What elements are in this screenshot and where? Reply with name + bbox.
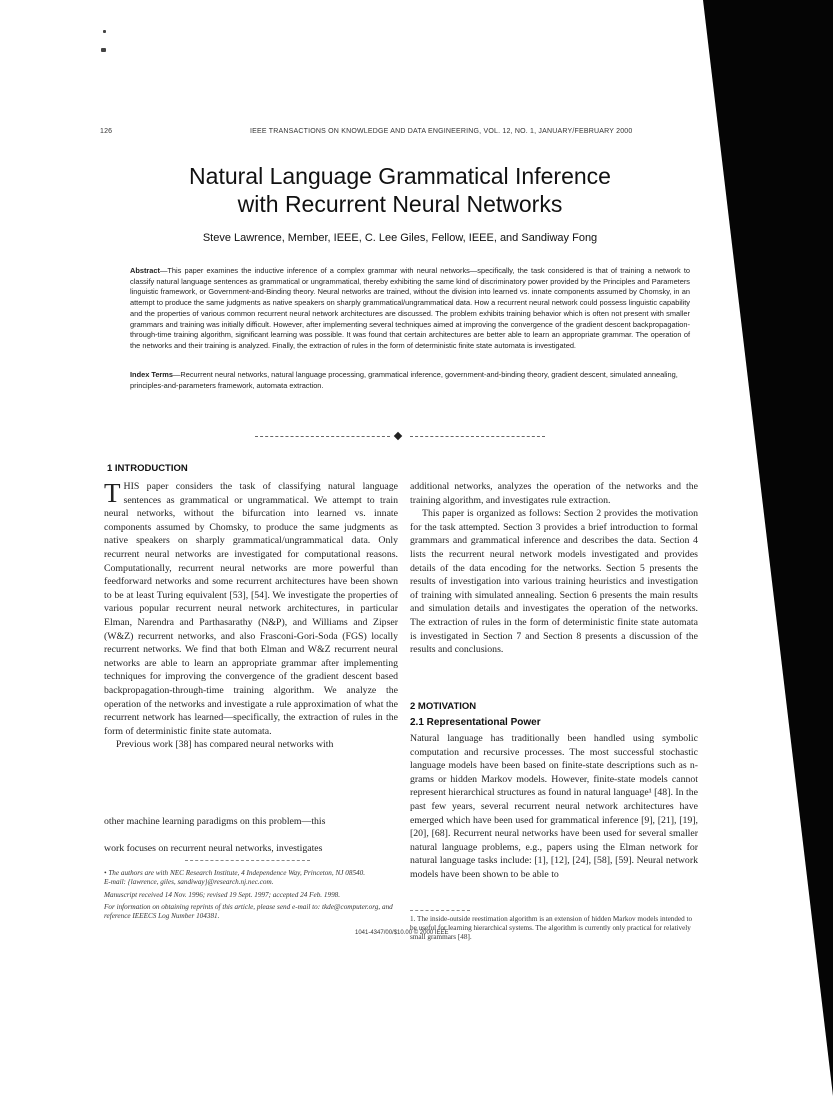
paper-title	[110, 162, 690, 218]
manuscript-dates: Manuscript received 14 Nov. 1996; revised 19 Sept. 1997; accepted 24 Feb. 1998.	[104, 891, 341, 899]
section-2-heading: 2 MOTIVATION	[410, 701, 477, 712]
footnote-separator-right	[410, 910, 470, 911]
index-terms-label: Index Terms	[130, 370, 173, 379]
title-line-1: Natural Language Grammatical Inference	[189, 163, 611, 189]
intro-paragraph-1: HIS paper considers the task of classifying natural language sentences as grammatical or ungrammatical. We attempt to train neural networks, without the bifurcation into learned vs. innate components assumed by Chomsky, to produce the same judgments as native speakers on sharply grammatical/ungrammatical data. Only recurrent neural networks are investigated for computational reasons. Computationally, recurrent neural networks are more powerful than feedforward networks and some recurrent architectures have been shown to be at least Turing equivalent [53], [54]. We investigate the properties of various popular recurrent neural network architectures, in particular Elman, Narendra and Parthasarathy (N&P), and Williams and Zipser (W&Z) recurrent networks, and also Frasconi-Gori-Soda (FGS) locally recurrent networks. We find that both Elman and W&Z recurrent neural networks are able to learn an appropriate grammar after implementing techniques for improving the convergence of the gradient descent based backpropagation-through-time training algorithm. We analyze the operation of the networks and investigate a rule approximation of what the recurrent network has learned—specifically, the extraction of rules in the form of deterministic finite state automata.	[104, 481, 398, 737]
intro-right-paragraph-1: additional networks, analyzes the operation of the networks and the training algorithm, and investigates rule extraction.	[410, 481, 698, 506]
scan-edge-shadow-right	[703, 0, 833, 1096]
abstract-label: Abstract	[130, 266, 160, 275]
left-column	[104, 480, 398, 752]
left-column-spaced	[104, 808, 398, 862]
divider-diamond	[394, 432, 402, 440]
intro-paragraph-2-line-1: Previous work [38] has compared neural networks with	[116, 739, 334, 751]
subsection-2-1-heading: 2.1 Representational Power	[410, 717, 541, 728]
intro-paragraph-2-line-2: other machine learning paradigms on this problem—this	[104, 816, 326, 827]
motivation-text	[410, 732, 698, 882]
motivation-paragraph-1: Natural language has traditionally been handled using symbolic computation and recursive processes. The most successful stochastic language models have been based on finite-state descriptions such as n-grams or hidden Markov models. However, finite-state models cannot represent hierarchical structures as found in natural language¹ [48]. In the past few years, several recurrent neural network architectures have emerged which have been used for grammatical inference [9], [21], [19], [20], [68]. Recurrent neural networks have been used for several smaller natural language problems, e.g., papers using the Elman network for natural language tasks include: [1], [12], [24], [58], [59]. Neural network models have been shown to be able to	[410, 733, 698, 880]
author-list: Steve Lawrence, Member, IEEE, C. Lee Giles, Fellow, IEEE, and Sandiway Fong	[202, 232, 598, 244]
affiliation-line: • The authors are with NEC Research Institute, 4 Independence Way, Princeton, NJ 08540.	[104, 869, 366, 877]
right-column	[410, 480, 698, 657]
section-1-heading: 1 INTRODUCTION	[107, 463, 188, 474]
scan-speck	[103, 30, 106, 33]
scan-speck	[101, 48, 106, 52]
section-divider	[255, 433, 545, 439]
index-terms	[130, 370, 690, 391]
index-terms-text: —Recurrent neural networks, natural language processing, grammatical inference, government-and-binding theory, gradient descent, simulated annealing, principles-and-parameters framework, automata extraction.	[130, 370, 678, 390]
drop-cap: T	[104, 478, 121, 508]
copyright-line: 1041-4347/00/$10.00 © 2000 IEEE	[355, 930, 449, 936]
reprints-note: For information on obtaining reprints of this article, please send e-mail to: tkde@computer.org, and reference IEEECS Log Number 104381.	[104, 903, 393, 920]
divider-dash-left	[255, 436, 390, 437]
abstract	[130, 266, 690, 352]
intro-right-paragraph-2: This paper is organized as follows: Section 2 provides the motivation for the task attempted. Section 3 provides a brief introduction to formal grammars and grammatical inference and describes the data. Section 4 lists the recurrent neural network models investigated and provides details of the data encoding for the networks. Section 5 presents the results of investigation into various training heuristics and investigation of training with simulated annealing. Section 6 presents the main results and simulation details and investigates the operation of the networks. The extraction of rules in the form of deterministic finite state automata is investigated in Section 7 and Section 8 presents a discussion of the results and conclusions.	[410, 508, 698, 656]
divider-dash-right	[410, 436, 545, 437]
intro-paragraph-2-line-3: work focuses on recurrent neural networks, investigates	[104, 843, 323, 854]
footnote-1: 1. The inside-outside reestimation algorithm is an extension of hidden Markov models intended to be useful for learning hierarchical systems. The algorithm is currently only practical for relatively small grammars [48].	[410, 915, 693, 941]
abstract-text: —This paper examines the inductive inference of a complex grammar with neural networks—specifically, the task considered is that of training a network to classify natural language sentences as grammatical or ungrammatical, thereby exhibiting the same kind of discriminatory power provided by the Principles and Parameters linguistic framework, or Government-and-Binding theory. Neural networks are trained, without the division into learned vs. innate components assumed by Chomsky, in an attempt to produce the same judgments as native speakers on sharply grammatical/ungrammatical data. How a recurrent neural network could possess linguistic capability and the properties of various common recurrent neural network architectures are discussed. The problem exhibits training behavior which is often not present with smaller grammars and training was initially difficult. However, after implementing several techniques aimed at improving the convergence of the gradient descent backpropagation-through-time training algorithm, significant learning was possible. It was found that certain architectures are better able to learn an appropriate grammar. The operation of the networks and their training is analyzed. Finally, the extraction of rules in the form of deterministic finite state automata is investigated.	[130, 266, 690, 350]
scan-edge-shadow-bottom	[0, 1006, 833, 1096]
footnote-separator-left	[185, 860, 310, 861]
email-line: E-mail: {lawrence, giles, sandiway}@research.nj.nec.com.	[104, 878, 274, 886]
title-line-2: with Recurrent Neural Networks	[237, 191, 563, 217]
author-affiliation-footnote	[104, 869, 398, 921]
journal-header: IEEE TRANSACTIONS ON KNOWLEDGE AND DATA ENGINEERING, VOL. 12, NO. 1, JANUARY/FEBRUARY 2000	[250, 128, 633, 135]
page-number: 126	[100, 128, 113, 135]
